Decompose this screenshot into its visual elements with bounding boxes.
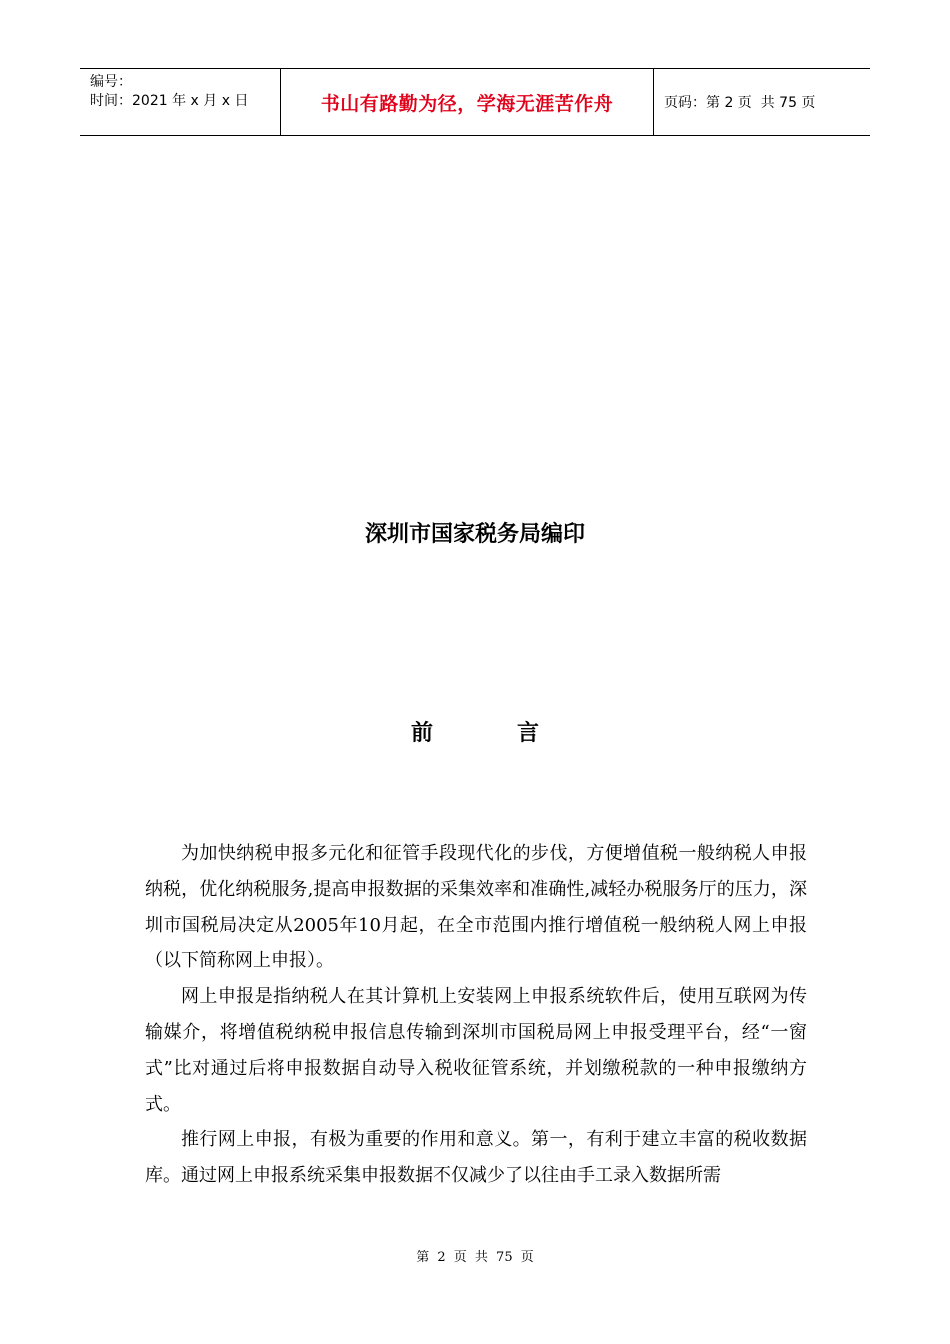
paragraph: 网上申报是指纳税人在其计算机上安装网上申报系统软件后，使用互联网为传输媒介，将增值税纳税申报信息传输到深圳市国税局网上申报受理平台，经“一窗式”比对通过后将申报数据自动导入税收征管系统，并划缴税款的一种申报缴纳方式。 — [145, 986, 807, 1115]
paragraph: 为加快纳税申报多元化和征管手段现代化的步伐，方便增值税一般纳税人申报纳税，优化纳税服务,提高申报数据的采集效率和准确性,减轻办税服务厅的压力，深圳市国税局决定从2005年10月起，在全市范围内推行增值税一般纳税人网上申报（以下简称网上申报）。 — [145, 843, 807, 972]
time-label: 时间：2021 年 x 月 x 日 — [90, 93, 249, 109]
org-title: 深圳市国家税务局编印 — [364, 522, 585, 547]
page-header — [80, 68, 870, 136]
header-motto: 书山有路勤为径，学海无涯苦作舟 — [281, 69, 654, 135]
serial-label: 编号： — [90, 74, 132, 90]
page-label: 页码：第 2 页 共 75 页 — [664, 95, 816, 111]
header-meta — [80, 69, 281, 135]
paragraph: 推行网上申报，有极为重要的作用和意义。第一，有利于建立丰富的税收数据库。通过网上申报系统采集申报数据不仅减少了以往由手工录入数据所需 — [145, 1129, 807, 1187]
preface-title — [0, 716, 950, 747]
preface-char-2: 言 — [517, 721, 540, 746]
page-footer: 第 2 页 共 75 页 — [416, 1250, 534, 1265]
body-text — [145, 836, 807, 1194]
preface-char-1: 前 — [410, 721, 433, 746]
header-page-info — [654, 69, 870, 135]
